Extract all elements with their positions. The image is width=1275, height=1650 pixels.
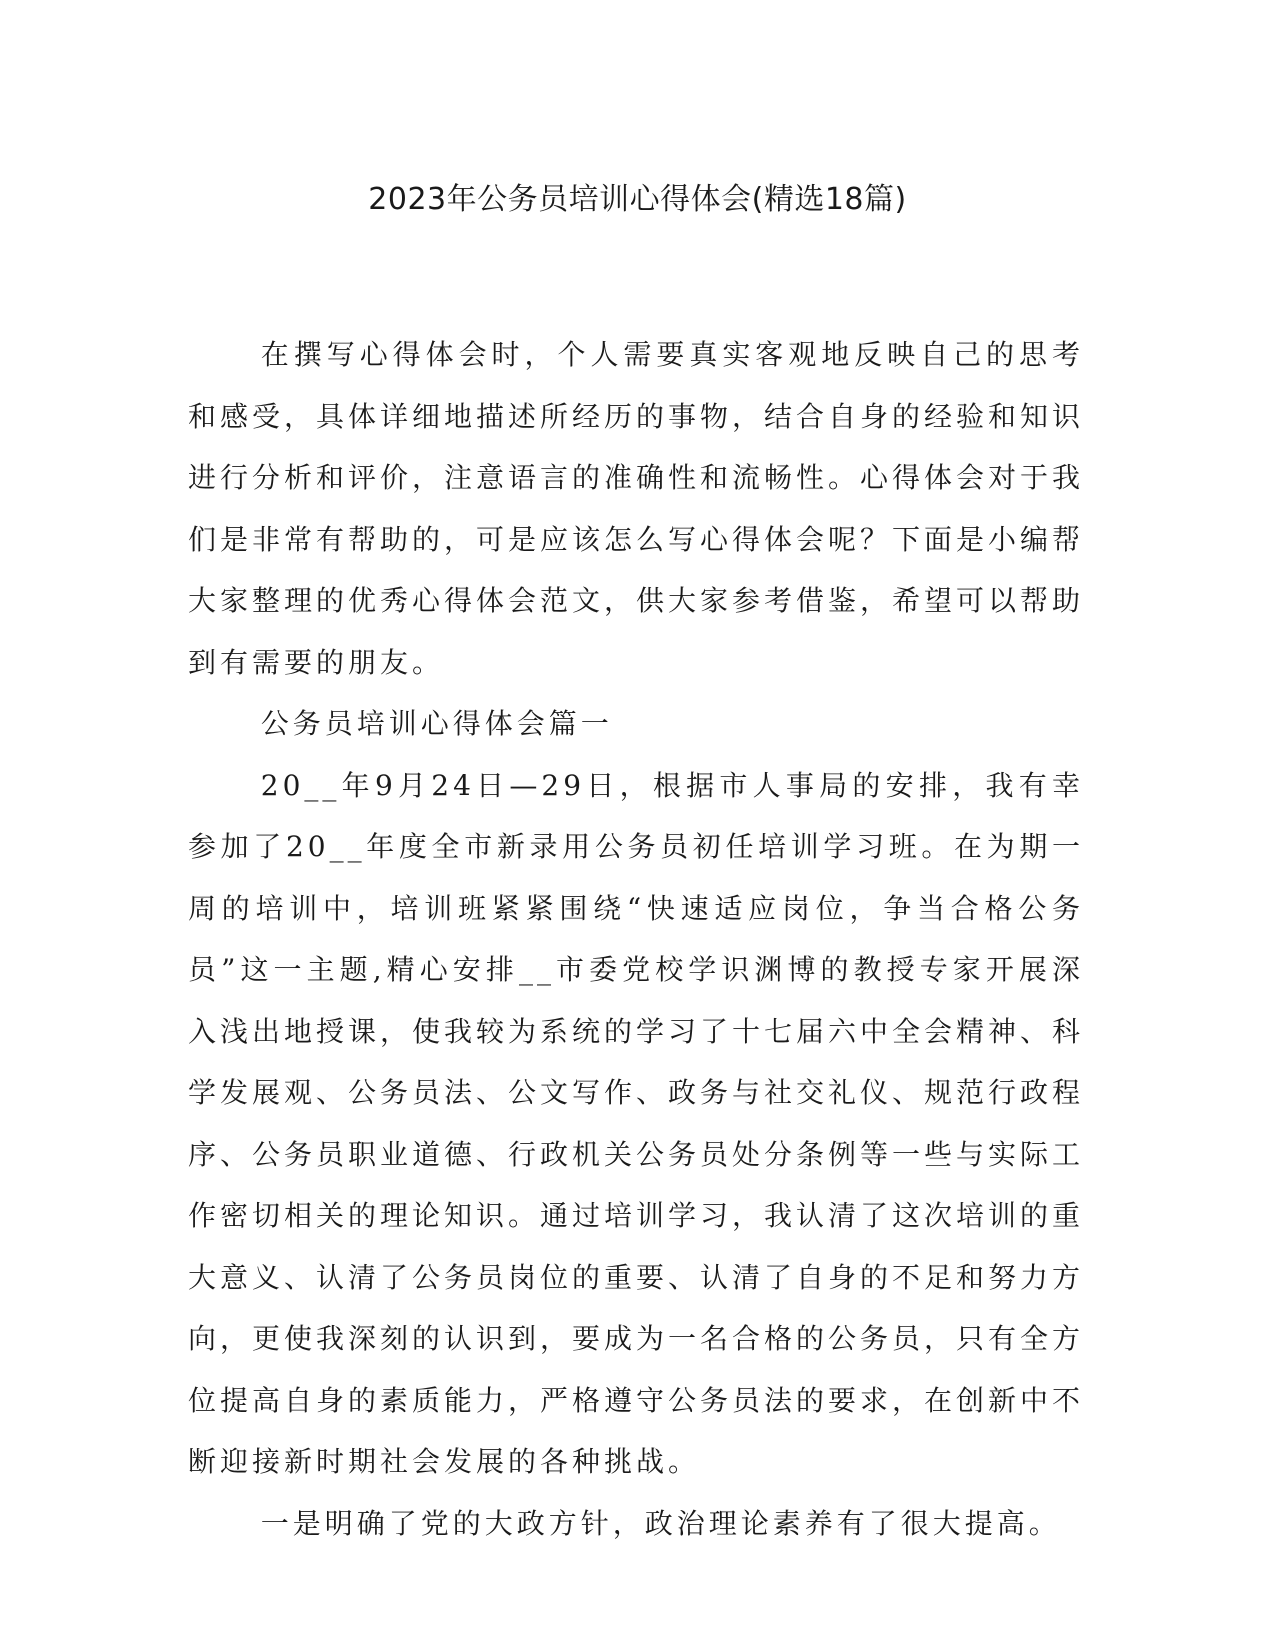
document-body: [188, 324, 1084, 1554]
body-paragraph: 20__年9月24日—29日，根据市人事局的安排，我有幸参加了20__年度全市新录用公务员初任培训学习班。在为期一周的培训中，培训班紧紧围绕“快速适应岗位，争当合格公务员”这一主题,精心安排__市委党校学识渊博的教授专家开展深入浅出地授课，使我较为系统的学习了十七届六中全会精神、科学发展观、公务员法、公文写作、政务与社交礼仪、规范行政程序、公务员职业道德、行政机关公务员处分条例等一些与实际工作密切相关的理论知识。通过培训学习，我认清了这次培训的重大意义、认清了公务员岗位的重要、认清了自身的不足和努力方向，更使我深刻的认识到，要成为一名合格的公务员，只有全方位提高自身的素质能力，严格遵守公务员法的要求，在创新中不断迎接新时期社会发展的各种挑战。: [188, 768, 1085, 1478]
section-heading: 公务员培训心得体会篇一: [260, 707, 613, 740]
point-paragraph: 一是明确了党的大政方针，政治理论素养有了很大提高。: [260, 1506, 1061, 1540]
intro-paragraph: 在撰写心得体会时，个人需要真实客观地反映自己的思考和感受，具体详细地描述所经历的事物，结合自身的经验和知识进行分析和评价，注意语言的准确性和流畅性。心得体会对于我们是非常有帮助的，可是应该怎么写心得体会呢？下面是小编帮大家整理的优秀心得体会范文，供大家参考借鉴，希望可以帮助到有需要的朋友。: [188, 338, 1085, 679]
document-title: 2023年公务员培训心得体会(精选18篇): [368, 182, 907, 217]
